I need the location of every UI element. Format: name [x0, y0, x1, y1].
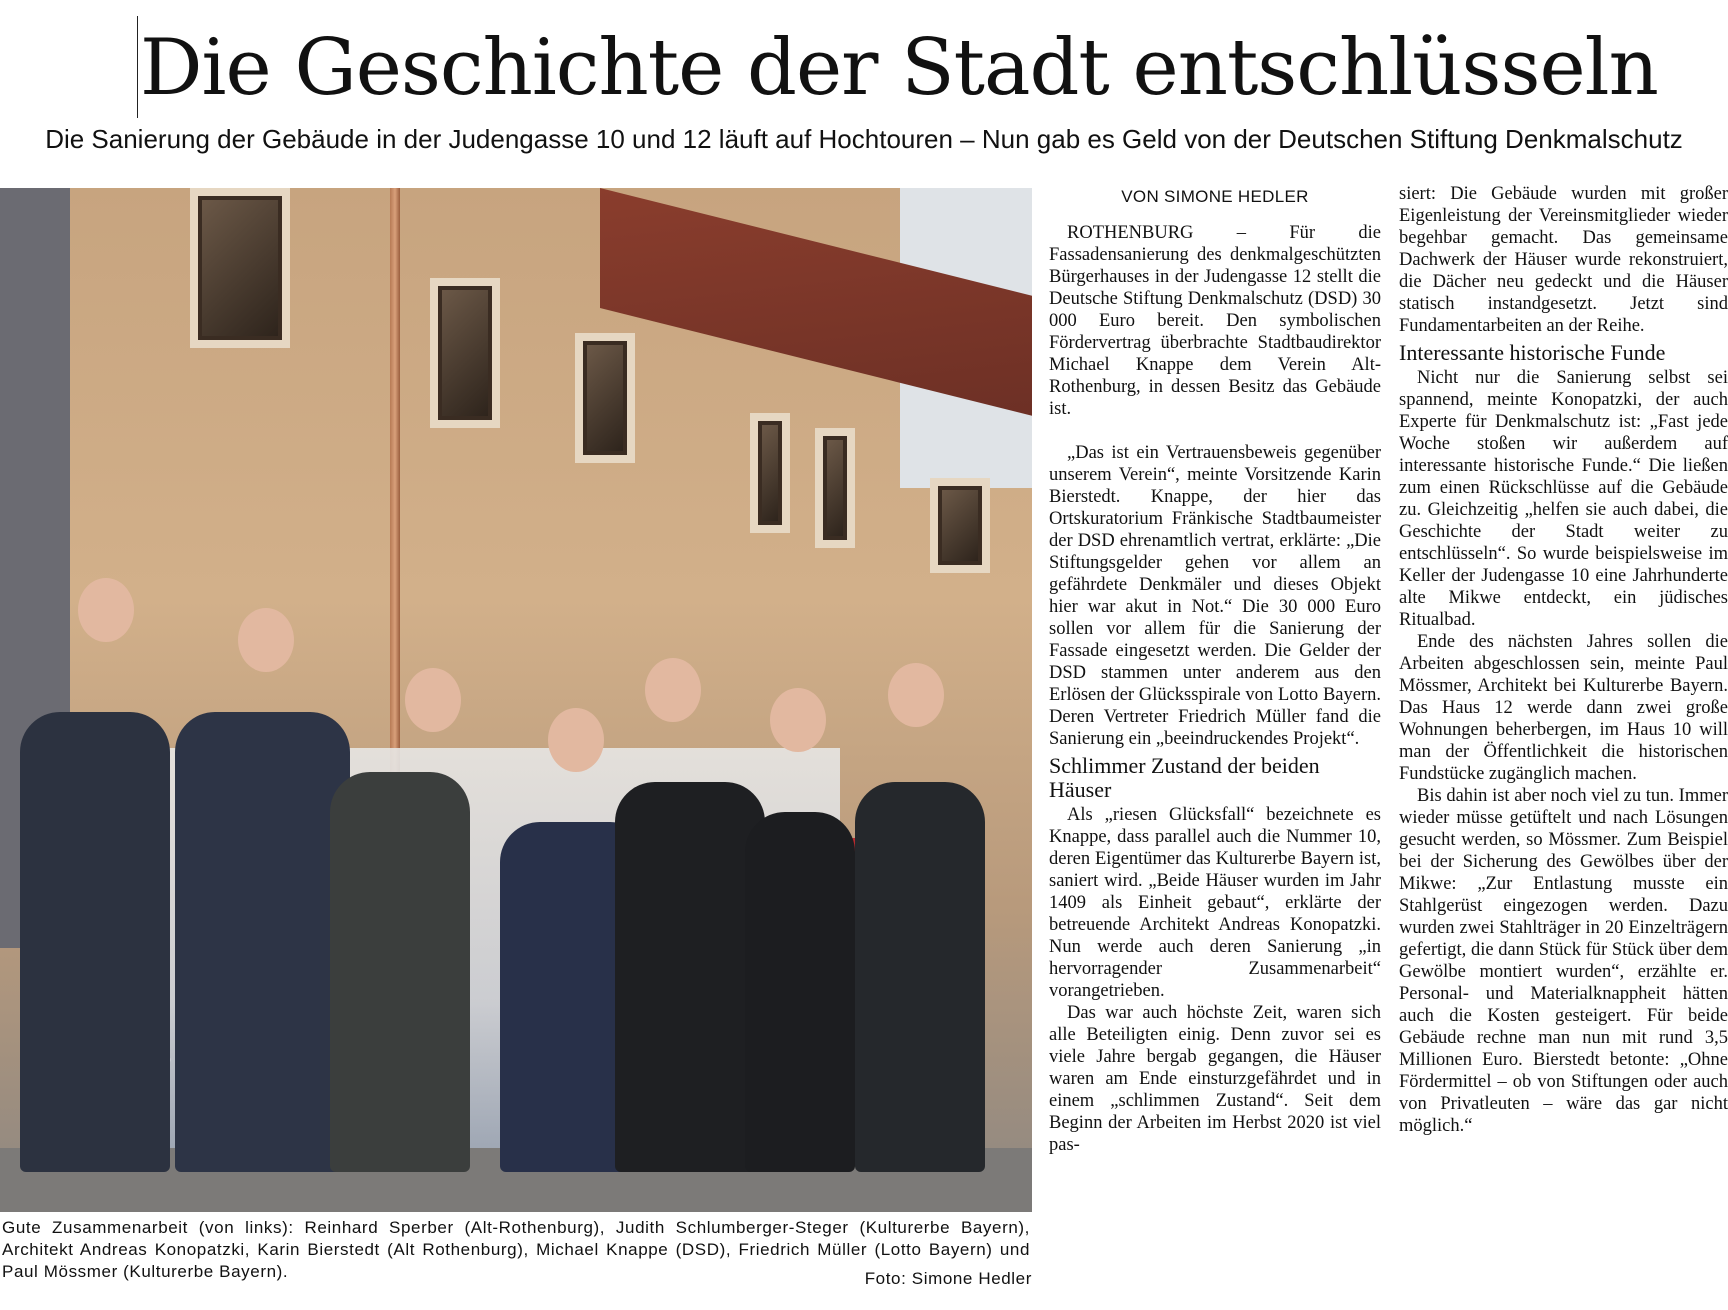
photo-credit: Foto: Simone Hedler: [864, 1269, 1032, 1288]
photo-window: [930, 478, 990, 573]
photo-person-head: [238, 608, 294, 672]
photo-person-head: [645, 658, 701, 722]
photo-drainpipe: [390, 188, 400, 808]
photo-person: [330, 772, 470, 1172]
photo-person: [855, 782, 985, 1172]
headline-rule: [137, 16, 138, 118]
paragraph: Das war auch höchste Zeit, waren sich alle Beteiligten einig. Denn zuvor sei es viele Jahre bergab gegangen, die Häuser waren am Ende einsturzgefährdet und in einem „schlimmen Zustand“. Seit dem Beginn der Arbeiten im Herbst 2020 ist viel pas-: [1049, 1003, 1381, 1155]
photo-caption-block: [2, 1217, 1032, 1307]
photo-person: [20, 712, 170, 1172]
headline: Die Geschichte der Stadt entschlüsseln: [140, 23, 1658, 113]
photo-window: [815, 428, 855, 548]
article-column-2: [1399, 183, 1728, 1137]
photo-caption: Gute Zusammenarbeit (von links): Reinhard Sperber (Alt-Rothenburg), Judith Schlumberger-Steger (Kulturerbe Bayern), Architekt Andreas Konopatzki, Karin Bierstedt (Alt Rothenburg), Michael Knappe (DSD), Friedrich Müller (Lotto Bayern) und Paul Mössmer (Kulturerbe Bayern).: [2, 1218, 1030, 1281]
paragraph: ROTHENBURG – Für die Fassadensanierung des denkmalgeschützten Bürgerhauses in der Judengasse 12 stellt die Deutsche Stiftung Denkmalschutz (DSD) 30 000 Euro bereit. Den symbolischen Fördervertrag überbrachte Stadtbaudirektor Michael Knappe dem Verein Alt-Rothenburg, in dessen Besitz das Gebäude ist.: [1049, 223, 1381, 419]
paragraph: Bis dahin ist aber noch viel zu tun. Immer wieder müsse getüftelt und nach Lösungen gesucht werden, so Mössmer. Zum Beispiel bei der Sicherung des Gewölbes über der Mikwe: „Zur Entlastung musste ein Stahlgerüst eingezogen werden. Dazu wurden zwei Stahlträger in 20 Einzelträgern gefertigt, die dann Stück für Stück über dem Gewölbe montiert wurden“, erzählte er. Personal- und Materialknappheit hätten auch die Kosten gesteigert. Für beide Gebäude rechne man nun mit rund 3,5 Millionen Euro. Bierstedt betonte: „Ohne Fördermittel – ob von Stiftungen oder auch von Privatleuten – wäre das gar nicht möglich.“: [1399, 786, 1728, 1136]
photo-window: [190, 188, 290, 348]
photo-person-head: [78, 578, 134, 642]
article-column-1: [1049, 180, 1381, 1156]
paragraph: Ende des nächsten Jahres sollen die Arbeiten abgeschlossen sein, meinte Paul Mössmer, Architekt bei Kulturerbe Bayern. Das Haus 12 werde dann zwei große Wohnungen beherbergen, im Haus 10 will man der Öffentlichkeit die historischen Fundstücke zugänglich machen.: [1399, 632, 1728, 784]
paragraph: Als „riesen Glücksfall“ bezeichnete es Knappe, dass parallel auch die Nummer 10, deren Eigentümer das Kulturerbe Bayern ist, saniert wird. „Beide Häuser wurden im Jahr 1409 als Einheit gebaut“, erklärte der betreuende Architekt Andreas Konopatzki. Nun werde auch deren Sanierung „in hervorragender Zusammenarbeit“ vorangetrieben.: [1049, 805, 1381, 1001]
paragraph: siert: Die Gebäude wurden mit großer Eigenleistung der Vereinsmitglieder wieder begehbar gemacht. Das gemeinsame Dachwerk der Häuser wurde rekonstruiert, die Dächer neu gedeckt und die Häuser statisch instandgesetzt. Jetzt sind Fundamentarbeiten an der Reihe.: [1399, 184, 1728, 336]
photo-person-head: [770, 688, 826, 752]
paragraph: „Das ist ein Vertrauensbeweis gegenüber unserem Verein“, meinte Vorsitzende Karin Bierstedt. Knappe, der hier das Ortskuratorium Fränkische Stadtbaumeister der DSD ehrenamtlich vertrat, erklärte: „Die Stiftungsgelder gehen vor allem an gefährdete Denkmäler und dieses Objekt hier war akut in Not.“ Die 30 000 Euro sollen vor allem für die Sanierung der Fassade eingesetzt werden. Die Gelder der DSD stammen unter anderem aus den Erlösen der Glücksspirale von Lotto Bayern. Deren Vertreter Friedrich Müller fand die Sanierung ein „beeindruckendes Projekt“.: [1049, 443, 1381, 749]
photo-person: [615, 782, 765, 1172]
photo-window: [750, 413, 790, 533]
paragraph: Nicht nur die Sanierung selbst sei spannend, meinte Konopatzki, der auch Experte für Denkmalschutz ist: „Fast jede Woche stoßen wir außerdem auf interessante historische Funde.“ Die ließen zum einen Rückschlüsse auf die Gebäude zu. Gleichzeitig „helfen sie auch dabei, die Geschichte der Stadt weiter zu entschlüsseln“. So wurde beispielsweise im Keller der Judengasse 10 eine Jahrhunderte alte Mikwe entdeckt, ein jüdisches Ritualbad.: [1399, 368, 1728, 630]
photo-window: [575, 333, 635, 463]
photo-window: [430, 278, 500, 428]
photo-person: [175, 712, 350, 1172]
subheading: Interessante historische Funde: [1399, 340, 1666, 365]
byline: VON SIMONE HEDLER: [1121, 187, 1309, 206]
article-photo: [0, 188, 1032, 1212]
photo-person-head: [548, 708, 604, 772]
photo-person-head: [405, 668, 461, 732]
photo-person-head: [888, 663, 944, 727]
subheadline: Die Sanierung der Gebäude in der Judengasse 10 und 12 läuft auf Hochtouren – Nun gab es Geld von der Deutschen Stiftung Denkmalschutz: [45, 124, 1683, 154]
subheading: Schlimmer Zustand der beiden Häuser: [1049, 753, 1320, 802]
photo-person: [745, 812, 855, 1172]
